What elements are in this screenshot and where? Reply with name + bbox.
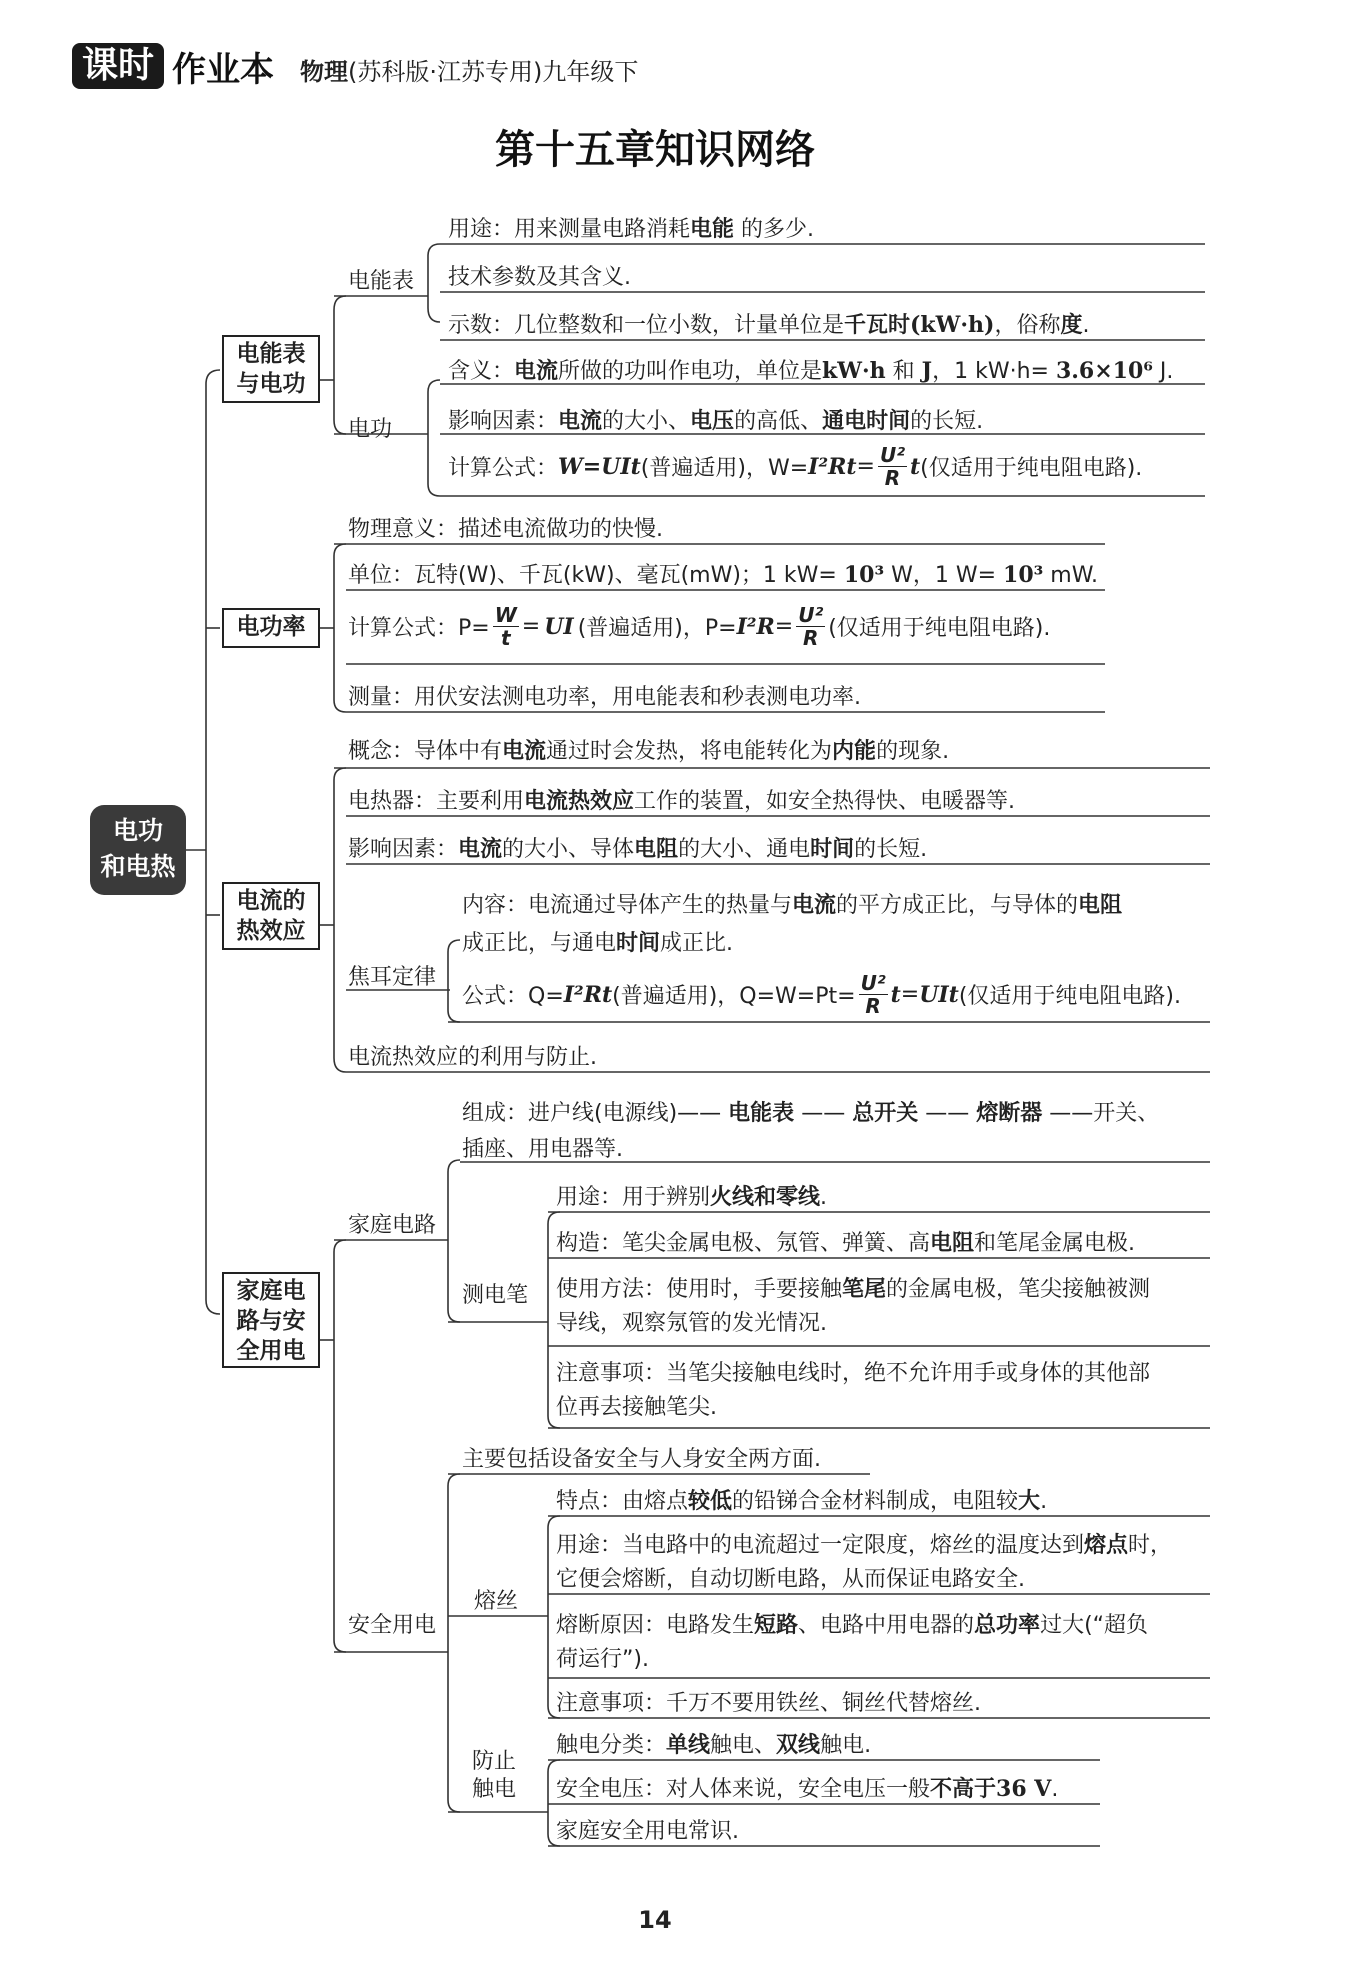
text: . — [820, 1185, 828, 1210]
text: 、电路中用电器的 — [798, 1613, 975, 1638]
text: —— — [925, 1101, 970, 1126]
root-line-2: 和电热 — [100, 852, 176, 881]
branch-label-line: 与电功 — [236, 371, 306, 397]
answer: 电流 — [502, 738, 547, 764]
node-prevent-shock — [472, 1748, 516, 1804]
heat-concept — [348, 734, 949, 765]
answer: I²Rt — [808, 453, 857, 480]
numerator: U² — [798, 603, 824, 627]
text: 使用方法：使用时，手要接触 — [556, 1277, 843, 1302]
branch-label-line: 电流的 — [236, 888, 306, 914]
work-meaning — [448, 354, 1173, 385]
text: 安全电压：对人体来说，安全电压一般 — [556, 1777, 931, 1802]
text: 的平方成正比，与导体的 — [836, 893, 1079, 918]
text: —— — [801, 1101, 846, 1126]
answer: 不高于36 V — [930, 1776, 1052, 1802]
answer: 电流 — [514, 358, 559, 384]
answer: 电流 — [792, 892, 837, 918]
text: 和 — [892, 359, 915, 384]
denominator: R — [803, 626, 819, 650]
denominator: t — [500, 626, 511, 650]
home-composition-2: 插座、用电器等. — [462, 1137, 623, 1162]
text: 电热器：主要利用 — [348, 789, 525, 814]
safety-main: 主要包括设备安全与人身安全两方面. — [462, 1447, 821, 1472]
fraction — [859, 972, 888, 1017]
text: 内容：电流通过导体产生的热量与 — [462, 893, 793, 918]
answer: 笔尾 — [842, 1276, 887, 1302]
power-measure: 测量：用伏安法测电功率，用电能表和秒表测电功率. — [348, 685, 861, 710]
meter-use — [448, 212, 814, 243]
text: 的高低、 — [734, 409, 823, 434]
fraction — [493, 604, 519, 649]
work-formula — [448, 444, 1142, 489]
page-number: 14 — [638, 1906, 672, 1934]
power-formula — [348, 604, 1050, 649]
text: 的铅锑合金材料制成，电阻较 — [732, 1489, 1019, 1514]
text: ——开关、 — [1049, 1101, 1160, 1126]
text: 的大小、导体 — [502, 837, 635, 862]
home-composition-1 — [462, 1096, 1159, 1127]
answer: 熔断器 — [976, 1100, 1043, 1126]
branch-heat-effect — [222, 882, 320, 950]
answer: 内能 — [832, 738, 877, 764]
text: 成正比. — [660, 931, 734, 956]
text: 用途：当电路中的电流超过一定限度，熔丝的温度达到 — [556, 1533, 1085, 1558]
text: . — [1082, 313, 1090, 338]
text: 公式：Q= — [462, 984, 564, 1009]
branch-label-line: 电能表 — [236, 341, 306, 367]
denominator: R — [865, 994, 881, 1018]
text: 的现象. — [876, 739, 950, 764]
answer: 电能表 — [728, 1100, 795, 1126]
text: 单位：瓦特(W)、千瓦(kW)、毫瓦(mW)；1 kW= — [348, 563, 844, 588]
pen-method-2: 导线，观察氖管的发光情况. — [556, 1311, 827, 1336]
shock-knowledge: 家庭安全用电常识. — [556, 1819, 739, 1844]
node-energy-meter: 电能表 — [348, 269, 415, 294]
heat-factors — [348, 832, 927, 863]
text: (仅适用于纯电阻电路). — [828, 616, 1051, 641]
pen-structure — [556, 1226, 1135, 1257]
text: 过大(“超负 — [1040, 1613, 1149, 1638]
text: J. — [1152, 359, 1174, 384]
text: 的金属电极，笔尖接触被测 — [886, 1277, 1151, 1302]
answer: 双线 — [776, 1732, 821, 1758]
text: = — [521, 614, 541, 639]
text: (仅适用于纯电阻电路). — [958, 984, 1181, 1009]
text: 组成：进户线(电源线)—— — [462, 1101, 722, 1126]
answer: 度 — [1060, 312, 1083, 338]
logo-mark: 课时 — [72, 43, 164, 89]
text: 时， — [1128, 1533, 1173, 1558]
answer: I²Rt — [563, 981, 613, 1008]
text: 构造：笔尖金属电极、氖管、弹簧、高 — [556, 1231, 931, 1256]
answer: 电流 — [458, 836, 503, 862]
text: 用途：用于辨别 — [556, 1185, 711, 1210]
answer: 电阻 — [634, 836, 679, 862]
branch-label-line: 全用电 — [236, 1338, 306, 1364]
fuse-use-1 — [556, 1528, 1172, 1559]
numerator: U² — [860, 971, 886, 995]
numerator: U² — [879, 443, 905, 467]
answer: 总开关 — [852, 1100, 919, 1126]
text: 用途：用来测量电路消耗 — [448, 217, 691, 242]
node-joule-law: 焦耳定律 — [348, 965, 437, 990]
power-units — [348, 558, 1098, 589]
answer: 3.6×10⁶ — [1055, 358, 1153, 384]
text: 所做的功叫作电功，单位是 — [558, 359, 823, 384]
answer: 较低 — [688, 1488, 733, 1514]
text: (普遍适用)，W= — [640, 456, 809, 481]
answer: 火线和零线 — [710, 1184, 821, 1210]
text: mW. — [1043, 563, 1098, 588]
node-home-circuit: 家庭电路 — [348, 1213, 437, 1238]
root-line-1: 电功 — [112, 816, 163, 845]
joule-formula — [462, 972, 1181, 1017]
edition: (苏科版·江苏专用)九年级下 — [348, 58, 639, 86]
pen-note-1: 注意事项：当笔尖接触电线时，绝不允许用手或身体的其他部 — [556, 1361, 1151, 1386]
work-factors — [448, 404, 983, 435]
text: (仅适用于纯电阻电路). — [920, 456, 1143, 481]
text: . — [1051, 1777, 1059, 1802]
fuse-feature — [556, 1484, 1047, 1515]
fuse-cause-2: 荷运行”). — [556, 1647, 649, 1672]
power-meaning: 物理意义：描述电流做功的快慢. — [348, 517, 663, 542]
joule-content-2 — [462, 926, 733, 957]
answer: 总功率 — [974, 1612, 1041, 1638]
answer: 电阻 — [930, 1230, 975, 1256]
answer: 时间 — [616, 930, 661, 956]
text: 的多少. — [741, 217, 815, 242]
text: 的大小、通电 — [678, 837, 811, 862]
node-test-pen: 测电笔 — [462, 1283, 529, 1308]
text: W，1 W= — [884, 563, 1004, 588]
text: 和笔尾金属电极. — [974, 1231, 1136, 1256]
answer: J — [921, 358, 933, 384]
text: 成正比，与通电 — [462, 931, 617, 956]
fraction — [796, 604, 825, 649]
text: = — [774, 614, 794, 639]
joule-content-1 — [462, 888, 1122, 919]
text: 概念：导体中有 — [348, 739, 503, 764]
answer: UIt — [919, 981, 959, 1008]
text: 的大小、 — [602, 409, 691, 434]
root-node — [90, 805, 186, 895]
answer: 大 — [1018, 1488, 1041, 1514]
text: 通过时会发热，将电能转化为 — [546, 739, 833, 764]
shock-voltage — [556, 1772, 1058, 1803]
answer: 熔点 — [1084, 1532, 1129, 1558]
text: 计算公式： — [448, 456, 559, 481]
node-electric-work: 电功 — [348, 417, 393, 442]
answer: t — [890, 981, 901, 1008]
fuse-cause-1 — [556, 1608, 1148, 1639]
text: . — [1040, 1489, 1048, 1514]
answer: 短路 — [754, 1612, 799, 1638]
pen-method-1 — [556, 1272, 1150, 1303]
answer: kW·h — [822, 358, 886, 384]
text: 含义： — [448, 359, 515, 384]
branch-label-line: 热效应 — [236, 918, 306, 944]
subject: 物理 — [300, 58, 348, 86]
answer: UI — [544, 613, 574, 640]
fuse-note: 注意事项：千万不要用铁丝、铜丝代替熔丝. — [556, 1691, 981, 1716]
fraction — [878, 444, 907, 489]
node-fuse: 熔丝 — [474, 1589, 519, 1614]
answer: 电流 — [558, 408, 603, 434]
meter-params: 技术参数及其含义. — [448, 265, 631, 290]
text: 影响因素： — [348, 837, 459, 862]
brand-name: 作业本 — [172, 49, 275, 90]
book-subtitle — [300, 52, 638, 87]
heat-heater — [348, 784, 1015, 815]
branch-electric-power: 电功率 — [222, 608, 320, 648]
answer: 单线 — [666, 1732, 711, 1758]
answer: 10³ — [843, 562, 885, 588]
branch-energy-meter-work — [222, 335, 320, 403]
page-title: 第十五章知识网络 — [495, 126, 815, 173]
answer: 电压 — [690, 408, 735, 434]
pen-use — [556, 1180, 827, 1211]
text: 触电、 — [710, 1733, 777, 1758]
text: 熔断原因：电路发生 — [556, 1613, 755, 1638]
text: 触电分类： — [556, 1733, 667, 1758]
branch-label-line: 家庭电 — [236, 1278, 306, 1304]
denominator: R — [884, 466, 901, 490]
text: 的长短. — [910, 409, 984, 434]
label-line: 触电 — [472, 1777, 517, 1802]
answer: 电流热效应 — [524, 788, 635, 814]
text: ，1 kW·h= — [932, 359, 1056, 384]
text: 触电. — [820, 1733, 872, 1758]
branch-label-line: 路与安 — [236, 1308, 306, 1334]
text: = — [856, 454, 875, 479]
pen-note-2: 位再去接触笔尖. — [556, 1395, 717, 1420]
text: (普遍适用)，P= — [577, 616, 737, 641]
text: 特点：由熔点 — [556, 1489, 689, 1514]
node-safe-electricity: 安全用电 — [348, 1613, 437, 1638]
answer: W=UIt — [558, 453, 641, 480]
answer: 10³ — [1003, 562, 1044, 588]
numerator: W — [494, 603, 517, 627]
answer: 时间 — [810, 836, 855, 862]
answer: 通电时间 — [822, 408, 911, 434]
text: = — [900, 982, 920, 1007]
text: ，俗称 — [994, 313, 1061, 338]
text: 影响因素： — [448, 409, 559, 434]
answer: 千瓦时(kW·h) — [844, 312, 995, 338]
text: 的长短. — [854, 837, 928, 862]
heat-use: 电流热效应的利用与防止. — [348, 1045, 597, 1070]
answer: 电能 — [690, 216, 735, 242]
meter-reading — [448, 308, 1089, 339]
text: 工作的装置，如安全热得快、电暖器等. — [634, 789, 1016, 814]
label-line: 防止 — [472, 1749, 517, 1774]
fuse-use-2: 它便会熔断，自动切断电路，从而保证电路安全. — [556, 1567, 1025, 1592]
shock-types — [556, 1728, 871, 1759]
answer: I²R — [736, 613, 775, 640]
text: (普遍适用)，Q=W=Pt= — [612, 984, 856, 1009]
answer: 电阻 — [1078, 892, 1123, 918]
header-logo — [72, 42, 274, 90]
answer: t — [909, 453, 921, 480]
text: 计算公式：P= — [348, 616, 490, 641]
branch-home-circuit-safety — [222, 1272, 320, 1368]
text: 示数：几位整数和一位小数，计量单位是 — [448, 313, 845, 338]
